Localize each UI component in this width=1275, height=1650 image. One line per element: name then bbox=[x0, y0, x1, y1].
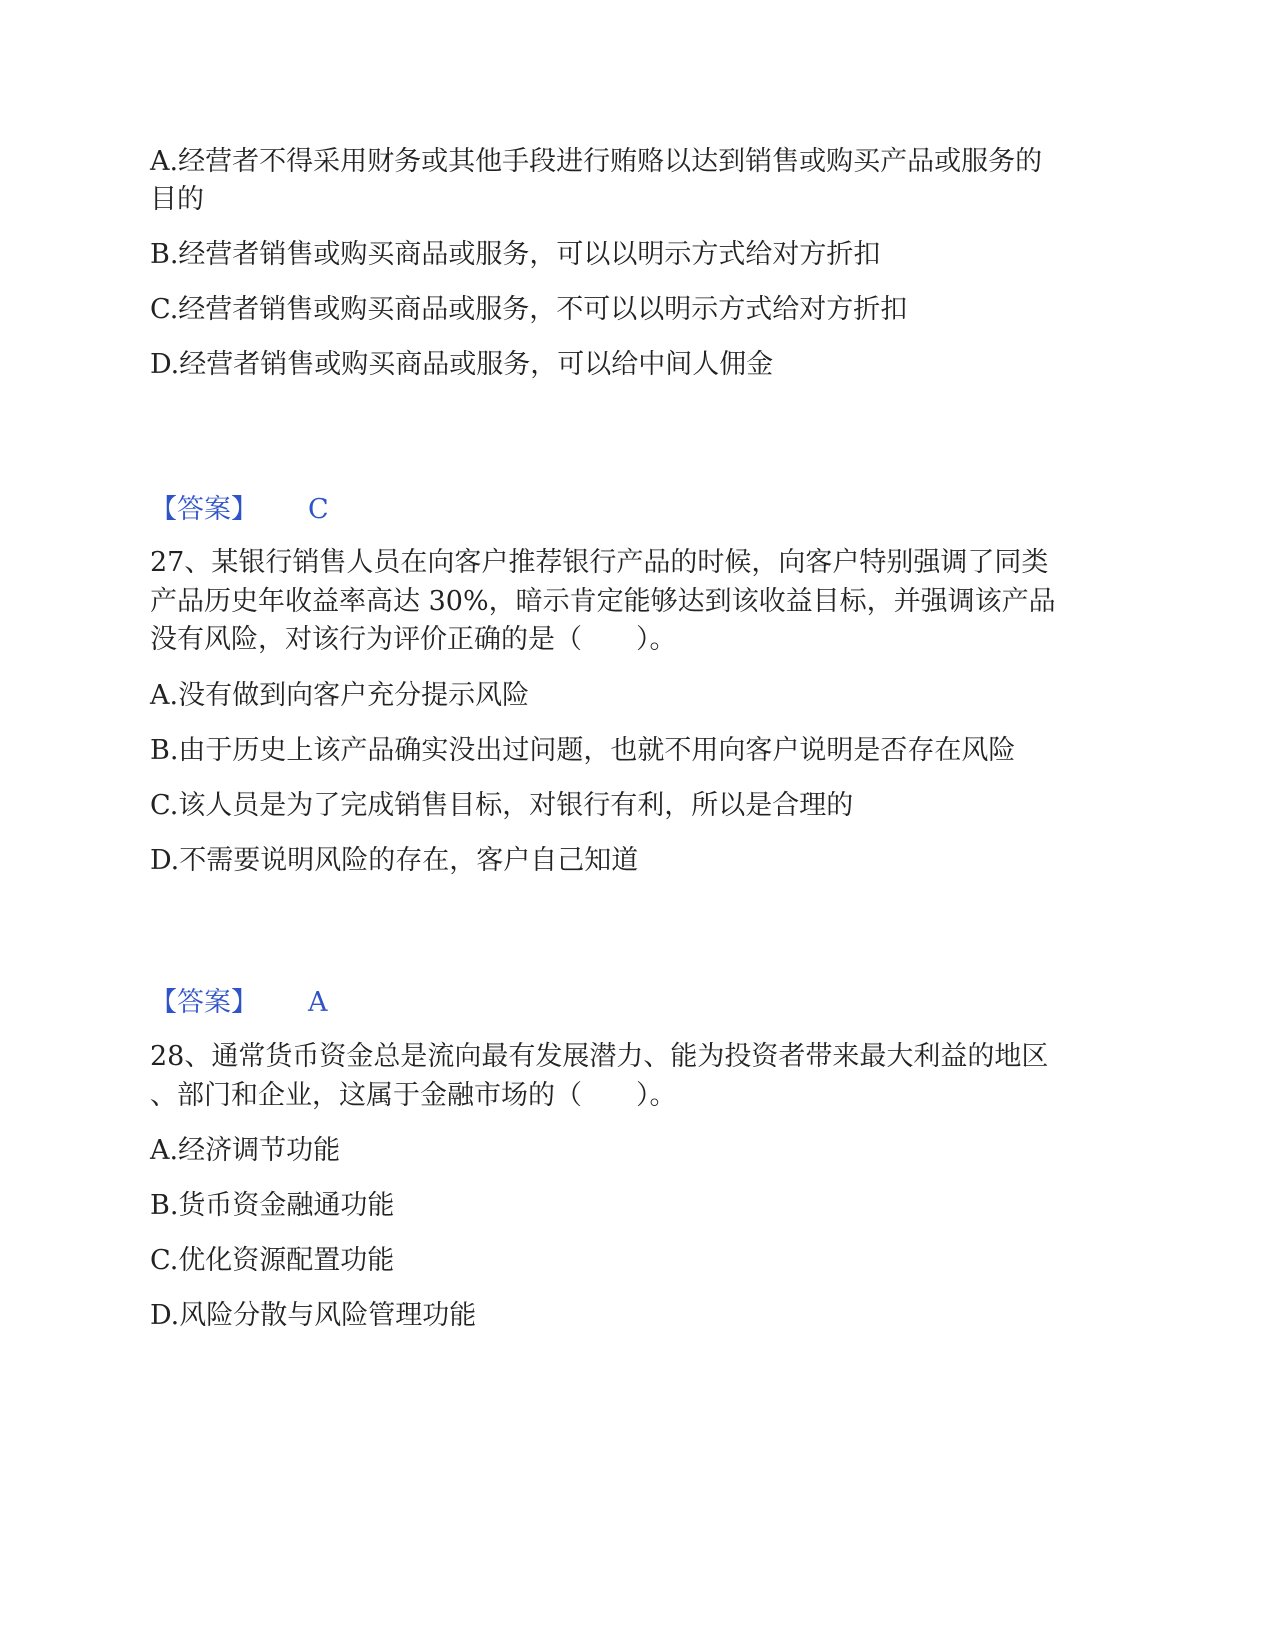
q27-stem-line1: 27、某银行销售人员在向客户推荐银行产品的时候，向客户特别强调了同类 bbox=[150, 547, 1049, 578]
q27-option-d: D.不需要说明风险的存在，客户自己知道 bbox=[150, 845, 639, 876]
q28-option-b: B.货币资金融通功能 bbox=[150, 1190, 395, 1221]
answer-value: C bbox=[308, 494, 329, 525]
q27-option-a: A.没有做到向客户充分提示风险 bbox=[150, 680, 530, 711]
answer-label: 【答案】 bbox=[150, 494, 258, 525]
q26-option-a-line2: 目的 bbox=[150, 184, 204, 215]
q26-option-b: B.经营者销售或购买商品或服务，可以以明示方式给对方折扣 bbox=[150, 239, 881, 270]
q27-answer bbox=[150, 983, 1130, 1023]
q26-option-a-line1: A.经营者不得采用财务或其他手段进行贿赂以达到销售或购买产品或服务的 bbox=[150, 146, 1043, 177]
q28-option-c: C.优化资源配置功能 bbox=[150, 1245, 395, 1276]
q28-stem-line1: 28、通常货币资金总是流向最有发展潜力、能为投资者带来最大利益的地区 bbox=[150, 1041, 1049, 1072]
answer-label: 【答案】 bbox=[150, 987, 258, 1018]
q26-answer bbox=[150, 490, 1130, 530]
q27-option-c: C.该人员是为了完成销售目标，对银行有利，所以是合理的 bbox=[150, 790, 854, 821]
q27-stem-line2: 产品历史年收益率高达 30%，暗示肯定能够达到该收益目标，并强调该产品 bbox=[150, 586, 1056, 617]
q27-option-b: B.由于历史上该产品确实没出过问题，也就不用向客户说明是否存在风险 bbox=[150, 735, 1016, 766]
q26-option-d: D.经营者销售或购买商品或服务，可以给中间人佣金 bbox=[150, 349, 774, 380]
q28-option-d: D.风险分散与风险管理功能 bbox=[150, 1300, 477, 1331]
q28-option-a: A.经济调节功能 bbox=[150, 1135, 341, 1166]
q27-stem-line3: 没有风险，对该行为评价正确的是（ ）。 bbox=[150, 624, 677, 655]
answer-value: A bbox=[308, 987, 328, 1018]
q28-stem-line2: 、部门和企业，这属于金融市场的（ ）。 bbox=[150, 1080, 677, 1111]
q26-option-c: C.经营者销售或购买商品或服务，不可以以明示方式给对方折扣 bbox=[150, 294, 908, 325]
